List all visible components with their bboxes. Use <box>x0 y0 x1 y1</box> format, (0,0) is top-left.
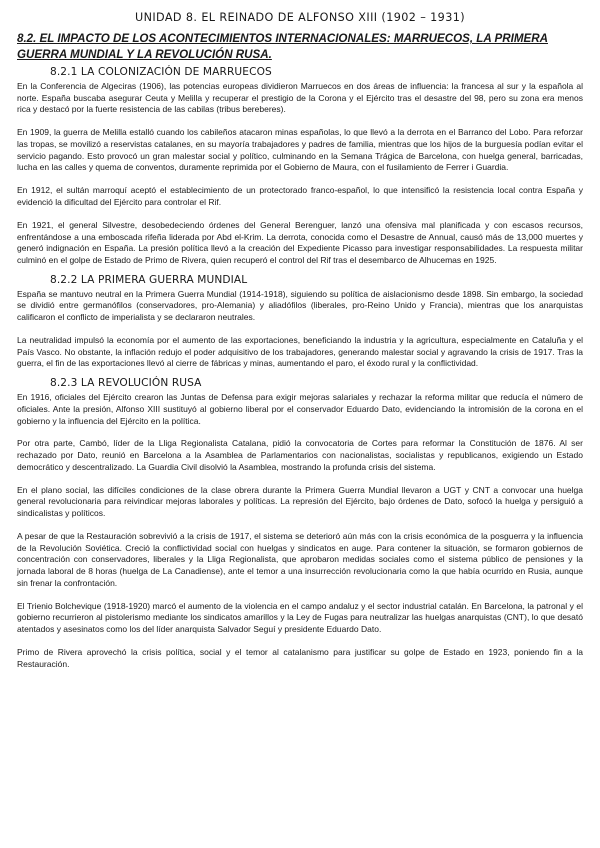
paragraph: La neutralidad impulsó la economía por el aumento de las exportaciones, beneficiando la industria y la agricultura, especialmente en Cataluña y el País Vasco. No obstante, la inflación redujo el poder adquisitivo de los trabajadores, generando malestar social y agravando la crisis de 1917. Tras la guerra, el fin de las exportaciones llevó al cierre de fábricas y minas, aumentando el paro, el éxodo rural y la conflictividad. <box>17 335 583 369</box>
paragraph: En 1909, la guerra de Melilla estalló cuando los cabileños atacaron minas españolas, lo que llevó a la derrota en el Barranco del Lobo. Para reforzar las tropas, se movilizó a reservistas catalanes, en su mayoría trabajadores y padres de familia, mientras que los hijos de la burguesía podían evitar el servicio pagando. Esto provocó un gran malestar social y político, culminando en la Semana Trágica de Barcelona, con huelga general, barricadas, lucha en las calles y quema de conventos, duramente reprimida por el Gobierno de Maura, con el fusilamiento de Ferrer i Guardia. <box>17 127 583 173</box>
paragraph: En 1921, el general Silvestre, desobedeciendo órdenes del General Berenguer, lanzó una ofensiva mal planificada y con escasos recursos, enfrentándose a una emboscada rifeña liderada por Abd el-Krim. La derrota, conocida como el Desastre de Annual, causó más de 13,000 muertes y generó indignación en España. La presión política llevó a la creación del Expediente Picasso para investigar responsabilidades. La respuesta militar culminó en el golpe de Estado de Primo de Rivera, quien recuperó el control del Rif tras el desembarco de Alhucemas en 1925. <box>17 219 583 265</box>
paragraph: En 1916, oficiales del Ejército crearon las Juntas de Defensa para exigir mejoras salariales y rechazar la reforma militar que reducía el número de oficiales. Ante la presión, Alfonso XIII sustituyó al gobierno liberal por el conservador Eduardo Dato, evidenciando la intromisión de la corona en el gobierno y la influencia del Ejército en la política. <box>17 392 583 426</box>
paragraph: El Trienio Bolchevique (1918-1920) marcó el aumento de la violencia en el campo andaluz y el sector industrial catalán. En Barcelona, la patronal y el gobierno recurrieron al pistolerismo mediante los sindicatos amarillos y la Ley de Fugas para neutralizar las huelgas anarquistas (CNT), lo que desató atentados y asesinatos como los del líder anarquista Salvador Seguí y presidente Eduardo Dato. <box>17 600 583 635</box>
unit-header: UNIDAD 8. EL REINADO DE ALFONSO XIII (1902 – 1931) <box>134 11 466 24</box>
paragraph: España se mantuvo neutral en la Primera Guerra Mundial (1914-1918), siguiendo su política de aislacionismo desde 1898. Sin embargo, la sociedad se dividió entre germanófilos (conservadores, pro-Alemania) y aliadófilos (liberales, pro-Reino Unido y Francia), mientras que los anarquistas calificaron el conflicto de imperialista y se declararon neutrales. <box>17 288 583 323</box>
paragraph: En la Conferencia de Algeciras (1906), las potencias europeas dividieron Marruecos en dos áreas de influencia: la francesa al sur y la española al norte. España buscaba asegurar Ceuta y Melilla y recuperar el prestigio de la Corona y el Ejército tras el desastre del 98, pero su zona era menos rica y destacó por la fuerte resistencia de las cabilas (tribus bereberes). <box>17 81 583 115</box>
paragraph: Por otra parte, Cambó, líder de la Lliga Regionalista Catalana, pidió la convocatoria de Cortes para reformar la Constitución de 1876. Al ser rechazado por Dato, reunió en Barcelona a la Asamblea de Parlamentarios con nacionalistas, socialistas y republicanos, exigiendo un Estado democrático y descentralizado. La Guardia Civil disolvió la Asamblea, mostrando la profunda crisis del sistema. <box>17 438 583 472</box>
subsection-primera-guerra-mundial <box>17 273 583 370</box>
subsection-title: 8.2.2 LA PRIMERA GUERRA MUNDIAL <box>50 273 248 286</box>
paragraph: A pesar de que la Restauración sobrevivió a la crisis de 1917, el sistema se deterioró aún más con la crisis económica de la posguerra y la influencia de la Revolución Soviética. Creció la conflictividad social con huelgas y sindicatos en auge. Para contener la situación, se formaron gobiernos de concentración con conservadores, liberales y la Lliga Regionalista, que aprobaron medidas sociales como el sistema público de pensiones y la jornada laboral de 8 horas (huelga de La Canadiense), ante el temor a una insurrección revolucionaria como la que había ocurrido en Rusia, aunque sin frenar la confrontación. <box>17 531 583 588</box>
paragraph: En el plano social, las difíciles condiciones de la clase obrera durante la Primera Guerra Mundial llevaron a UGT y CNT a convocar una huelga general revolucionaria para reivindicar mejoras laborales y políticas. La represión del Ejército, bajo órdenes de Dato, sofocó la huelga y persiguió a sindicalistas y políticos. <box>17 484 583 519</box>
subsection-revolucion-rusa <box>17 376 583 670</box>
subsection-title: 8.2.1 LA COLONIZACIÓN DE MARRUECOS <box>50 66 272 78</box>
paragraph: Primo de Rivera aprovechó la crisis política, social y el temor al catalanismo para justificar su golpe de Estado en 1923, poniendo fin a la Restauración. <box>17 647 583 669</box>
paragraph: En 1912, el sultán marroquí aceptó el establecimiento de un protectorado franco-español, lo que intensificó la resistencia local contra España y evidenció la dificultad del Ejército para controlar el Rif. <box>17 185 583 207</box>
section-title: 8.2. EL IMPACTO DE LOS ACONTECIMIENTOS INTERNACIONALES: MARRUECOS, LA PRIMERA GUERRA MUNDIAL Y LA REVOLUCIÓN RUSA. <box>17 32 548 61</box>
subsection-title: 8.2.3 LA REVOLUCIÓN RUSA <box>50 377 202 390</box>
subsection-marruecos <box>17 65 583 267</box>
